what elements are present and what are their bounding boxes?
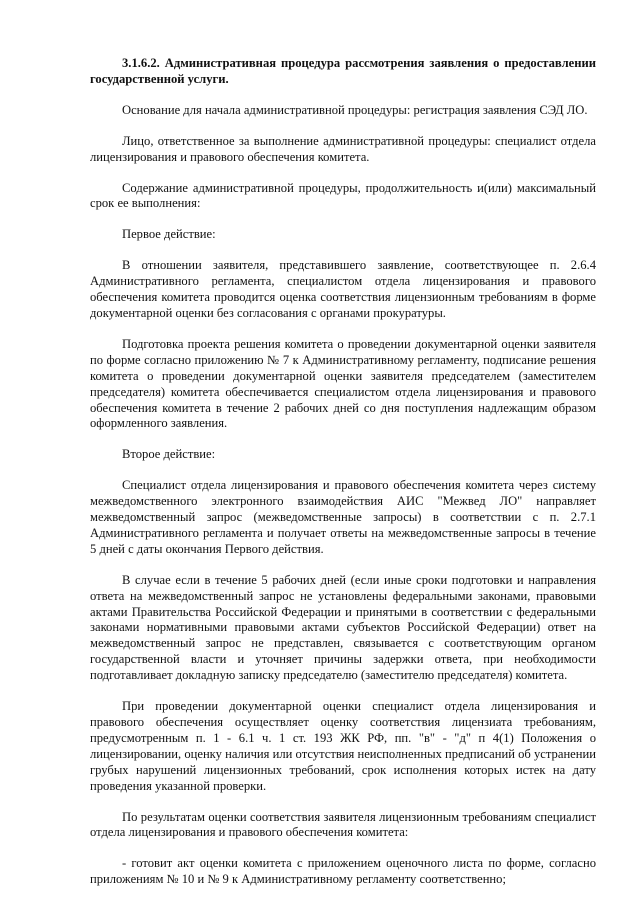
paragraph-first-action-assessment: В отношении заявителя, представившего заявление, соответствующее п. 2.6.4 Административного регламента, специалистом отдела лицензирования и правового обеспечения комитета проводится оценка соответствия лицензионным требованиям в форме документарной оценки без согласования с органами прокуратуры. — [90, 258, 596, 320]
paragraph-documentary-assessment: При проведении документарной оценки специалист отдела лицензирования и правового обеспечения осуществляет оценку соответствия лицензиата требованиям, предусмотренным п. 1 - 6.1 ч. 1 ст. 193 ЖК РФ, пп. "в" - "д" п 4(1) Положения о лицензировании, оценку наличия или отсутствия неисполненных предписаний об устранении грубых нарушений лицензионных требований, срок исполнения которых истек на дату проведения указанной проверки. — [90, 699, 596, 793]
paragraph-content: Содержание административной процедуры, продолжительность и(или) максимальный срок ее выполнения: — [90, 180, 596, 211]
paragraph-second-action-delay: В случае если в течение 5 рабочих дней (если иные сроки подготовки и направления ответа на межведомственный запрос не установлены федеральными законами, правовыми актами Правительства Российской Федерации и принятыми в соответствии с федеральными законами нормативными правовыми актами субъектов Российской Федерации) ответ на межведомственный запрос не представлен, связывается с соответствующим органом государственной власти и уточняет причины задержки ответа, при необходимости подготавливает докладную записку председателю (заместителю председателя) комитета. — [90, 572, 596, 683]
paragraph-second-action-label: Второе действие: — [122, 447, 216, 462]
document-page — [90, 56, 596, 888]
paragraph-results: По результатам оценки соответствия заявителя лицензионным требованиям специалист отдела лицензирования и правового обеспечения комитета: — [90, 809, 596, 840]
paragraph-first-action-label: Первое действие: — [122, 227, 216, 242]
paragraph-basis: Основание для начала административной процедуры: регистрация заявления СЭД ЛО. — [122, 102, 588, 117]
section-heading: 3.1.6.2. Административная процедура рассмотрения заявления о предоставлении государственной услуги. — [90, 56, 596, 86]
list-item-act: - готовит акт оценки комитета с приложением оценочного листа по форме, согласно приложениям № 10 и № 9 к Административному регламенту соответственно; — [90, 856, 596, 887]
paragraph-first-action-decision: Подготовка проекта решения комитета о проведении документарной оценки заявителя по форме согласно приложению № 7 к Административному регламенту, подписание решения комитета о проведении документарной оценки заявителя председателем (заместителем председателя) комитета обеспечивается специалистом отдела лицензирования и правового обеспечения комитета в течение 2 рабочих дней со дня поступления надлежащим образом оформленного заявления. — [90, 336, 596, 431]
paragraph-responsible: Лицо, ответственное за выполнение административной процедуры: специалист отдела лицензирования и правового обеспечения комитета. — [90, 133, 596, 164]
paragraph-second-action-request: Специалист отдела лицензирования и правового обеспечения комитета через систему межведомственного электронного взаимодействия АИС "Межвед ЛО" направляет межведомственный запрос (межведомственные запросы) в соответствии с п. 2.7.1 Административного регламента и получает ответы на межведомственные запросы в течение 5 дней с даты окончания Первого действия. — [90, 478, 596, 556]
